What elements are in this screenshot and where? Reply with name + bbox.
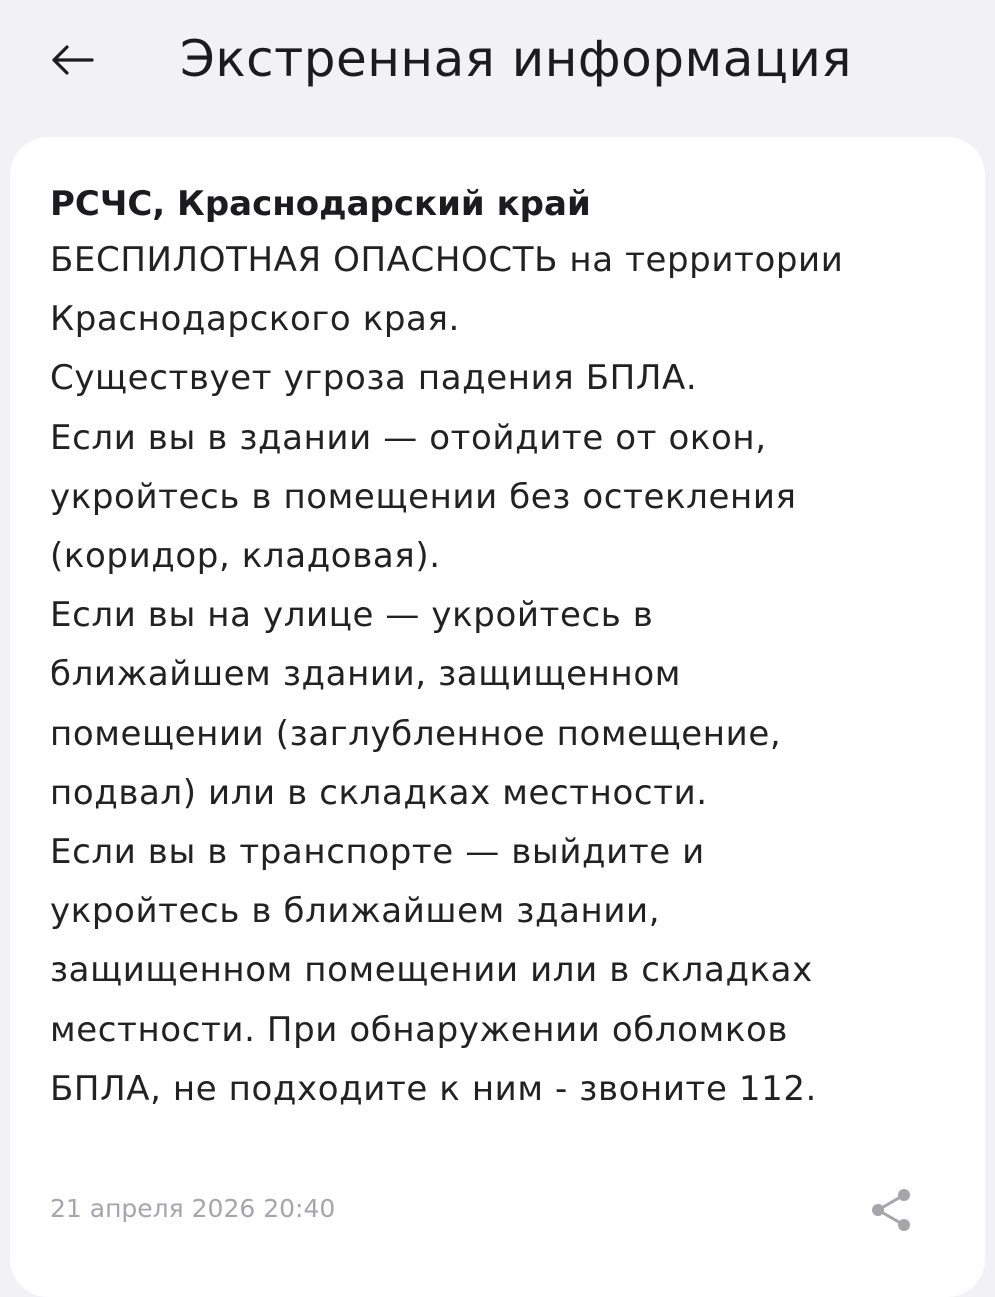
alert-line: укройтесь в ближайшем здании, bbox=[50, 891, 661, 932]
alert-sender: РСЧС, Краснодарский край bbox=[50, 184, 591, 224]
top-bar bbox=[0, 0, 995, 125]
share-icon bbox=[866, 1185, 916, 1235]
alert-card bbox=[10, 137, 985, 1297]
alert-line: Если вы в здании — отойдите от окон, bbox=[50, 417, 767, 458]
alert-line: защищенном помещении или в складках bbox=[50, 950, 813, 991]
alert-line: укройтесь в помещении без остекления bbox=[50, 476, 797, 517]
alert-line: Если вы в транспорте — выйдите и bbox=[50, 832, 705, 873]
back-button[interactable] bbox=[44, 36, 100, 84]
alert-line: ближайшем здании, защищенном bbox=[50, 654, 681, 695]
alert-body bbox=[50, 231, 950, 1119]
alert-line: (коридор, кладовая). bbox=[50, 536, 441, 577]
alert-line: подвал) или в складках местности. bbox=[50, 772, 708, 813]
alert-timestamp: 21 апреля 2026 20:40 bbox=[50, 1194, 336, 1223]
alert-line: помещении (заглубленное помещение, bbox=[50, 713, 782, 754]
share-button[interactable] bbox=[865, 1184, 917, 1236]
alert-line: БПЛА, не подходите к ним - звоните 112. bbox=[50, 1068, 817, 1109]
alert-line: Если вы на улице — укройтесь в bbox=[50, 595, 654, 636]
arrow-left-icon bbox=[50, 45, 94, 75]
alert-line: местности. При обнаружении обломков bbox=[50, 1009, 789, 1050]
alert-line: БЕСПИЛОТНАЯ ОПАСНОСТЬ на территории bbox=[50, 240, 844, 280]
page-title: Экстренная информация bbox=[180, 30, 852, 88]
alert-line: Существует угроза падения БПЛА. bbox=[50, 358, 698, 399]
alert-line: Краснодарского края. bbox=[50, 299, 460, 340]
